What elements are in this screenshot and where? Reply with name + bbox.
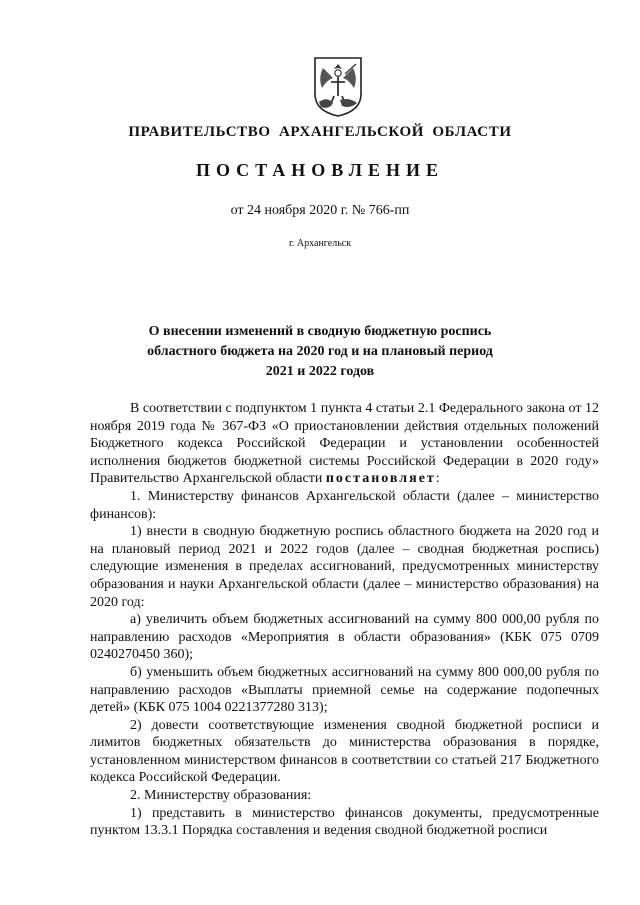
document-date-number: от 24 ноября 2020 г. № 766-пп — [230, 203, 410, 218]
paragraph: б) уменьшить объем бюджетных ассигнований на сумму 800 000,00 рубля по направлению расходов «Выплаты приемной семье на содержание подопечных детей» (КБК 075 1004 0221377280 313); — [90, 664, 599, 716]
resolves-word: постановляет — [325, 471, 436, 487]
government-title: ПРАВИТЕЛЬСТВО АРХАНГЕЛЬСКОЙ ОБЛАСТИ — [128, 124, 512, 140]
paragraph: 2) довести соответствующие изменения сводной бюджетной росписи и лимитов бюджетных обязательств до министерства образования в порядке, установленном министерством финансов в соответствии со статьей 217 Бюджетного кодекса Российской Федерации. — [90, 717, 599, 786]
paragraph: а) увеличить объем бюджетных ассигнований на сумму 800 000,00 рубля по направлению расходов «Мероприятия в области образования» (КБК 075 0709 0240270450 360); — [90, 612, 599, 663]
coat-of-arms-icon — [313, 56, 363, 118]
preamble-paragraph — [90, 400, 599, 488]
paragraph: 1. Министерству финансов Архангельской области (далее – министерство финансов): — [90, 488, 599, 522]
paragraph: 2. Министерству образования: — [130, 788, 312, 804]
document-type: ПОСТАНОВЛЕНИЕ — [195, 160, 445, 180]
document-subject — [120, 322, 520, 382]
paragraph: 1) внести в сводную бюджетную роспись областного бюджета на 2020 год и на плановый период 2021 и 2022 годов (далее – сводная бюджетная роспись) следующие изменения в пределах ассигнований, предусмотренных министерству образования и науки Архангельской области (далее – министерство образования) на 2020 год: — [90, 524, 599, 610]
subject-line: 2021 и 2022 годов — [265, 364, 375, 379]
subject-line: областного бюджета на 2020 год и на плановый период — [147, 344, 493, 359]
subject-line: О внесении изменений в сводную бюджетную роспись — [148, 324, 492, 339]
document-body — [90, 400, 599, 840]
document-city: г. Архангельск — [288, 238, 352, 249]
preamble-text: В соответствии с подпунктом 1 пункта 4 статьи 2.1 Федерального закона от 12 ноября 2019 года № 367-ФЗ «О приостановлении действия отдельных положений Бюджетного кодекса Российской Федерации и установлении особенностей исполнения бюджетов бюджетной системы Российской Федерации в 2020 году» Правительство Архангельской области — [90, 401, 599, 487]
paragraph: 1) представить в министерство финансов документы, предусмотренные пунктом 13.3.1 Порядка составления и ведения сводной бюджетной росписи — [90, 805, 599, 839]
preamble-colon: : — [435, 471, 440, 487]
